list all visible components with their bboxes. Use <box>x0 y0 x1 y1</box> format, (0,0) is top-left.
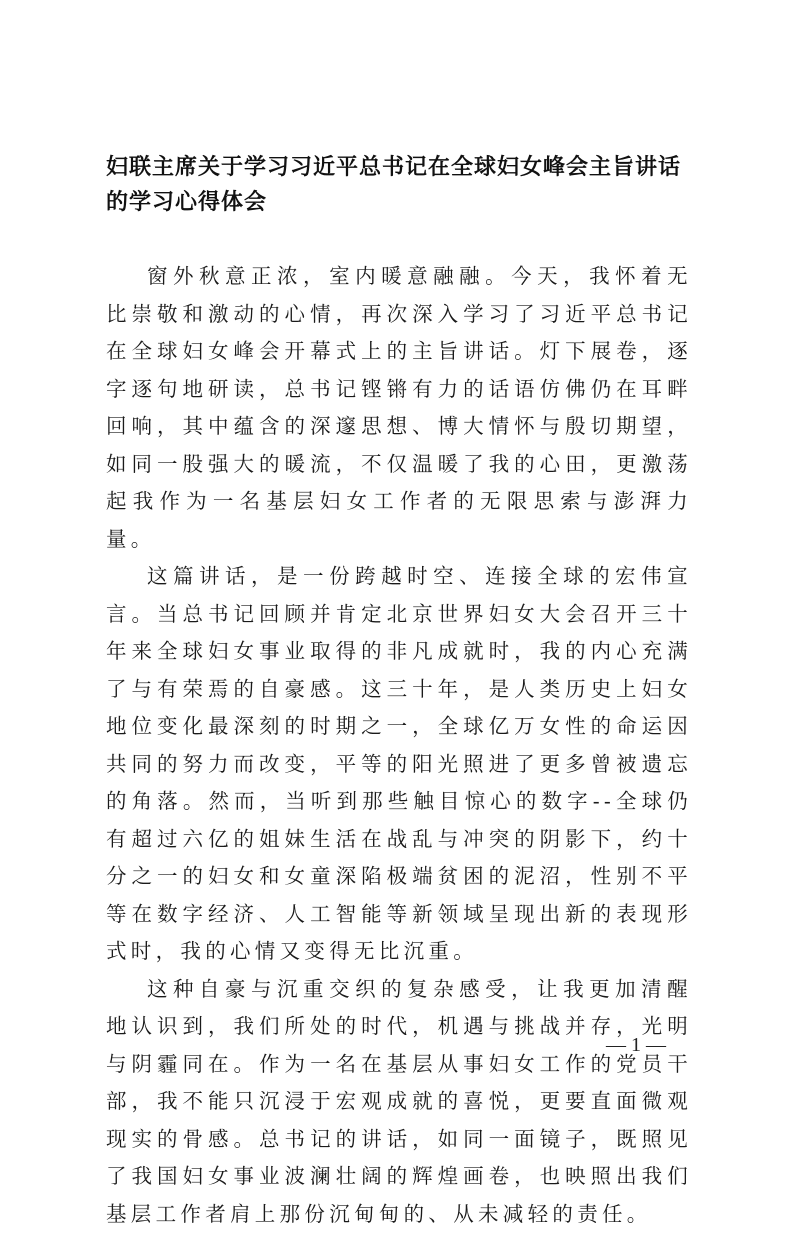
document-title: 妇联主席关于学习习近平总书记在全球妇女峰会主旨讲话的学习心得体会 <box>106 150 696 220</box>
paragraph-1: 窗外秋意正浓，室内暖意融融。今天，我怀着无比崇敬和激动的心情，再次深入学习了习近平总书记在全球妇女峰会开幕式上的主旨讲话。灯下展卷，逐字逐句地研读，总书记铿锵有力的话语仿佛仍在耳畔回响，其中蕴含的深邃思想、博大情怀与殷切期望，如同一股强大的暖流，不仅温暖了我的心田，更激荡起我作为一名基层妇女工作者的无限思索与澎湃力量。 <box>106 258 692 558</box>
document-body <box>106 258 692 1233</box>
paragraph-3: 这种自豪与沉重交织的复杂感受，让我更加清醒地认识到，我们所处的时代，机遇与挑战并存，光明与阴霾同在。作为一名在基层从事妇女工作的党员干部，我不能只沉浸于宏观成就的喜悦，更要直面微观现实的骨感。总书记的讲话，如同一面镜子，既照见了我国妇女事业波澜壮阔的辉煌画卷，也映照出我们基层工作者肩上那份沉甸甸的、从未减轻的责任。 <box>106 971 692 1233</box>
paragraph-2: 这篇讲话，是一份跨越时空、连接全球的宏伟宣言。当总书记回顾并肯定北京世界妇女大会召开三十年来全球妇女事业取得的非凡成就时，我的内心充满了与有荣焉的自豪感。这三十年，是人类历史上妇女地位变化最深刻的时期之一，全球亿万女性的命运因共同的努力而改变，平等的阳光照进了更多曾被遗忘的角落。然而，当听到那些触目惊心的数字--全球仍有超过六亿的姐妹生活在战乱与冲突的阴影下，约十分之一的妇女和女童深陷极端贫困的泥沼，性别不平等在数字经济、人工智能等新领域呈现出新的表现形式时，我的心情又变得无比沉重。 <box>106 558 692 971</box>
page-number: — 1 — <box>596 1034 676 1057</box>
